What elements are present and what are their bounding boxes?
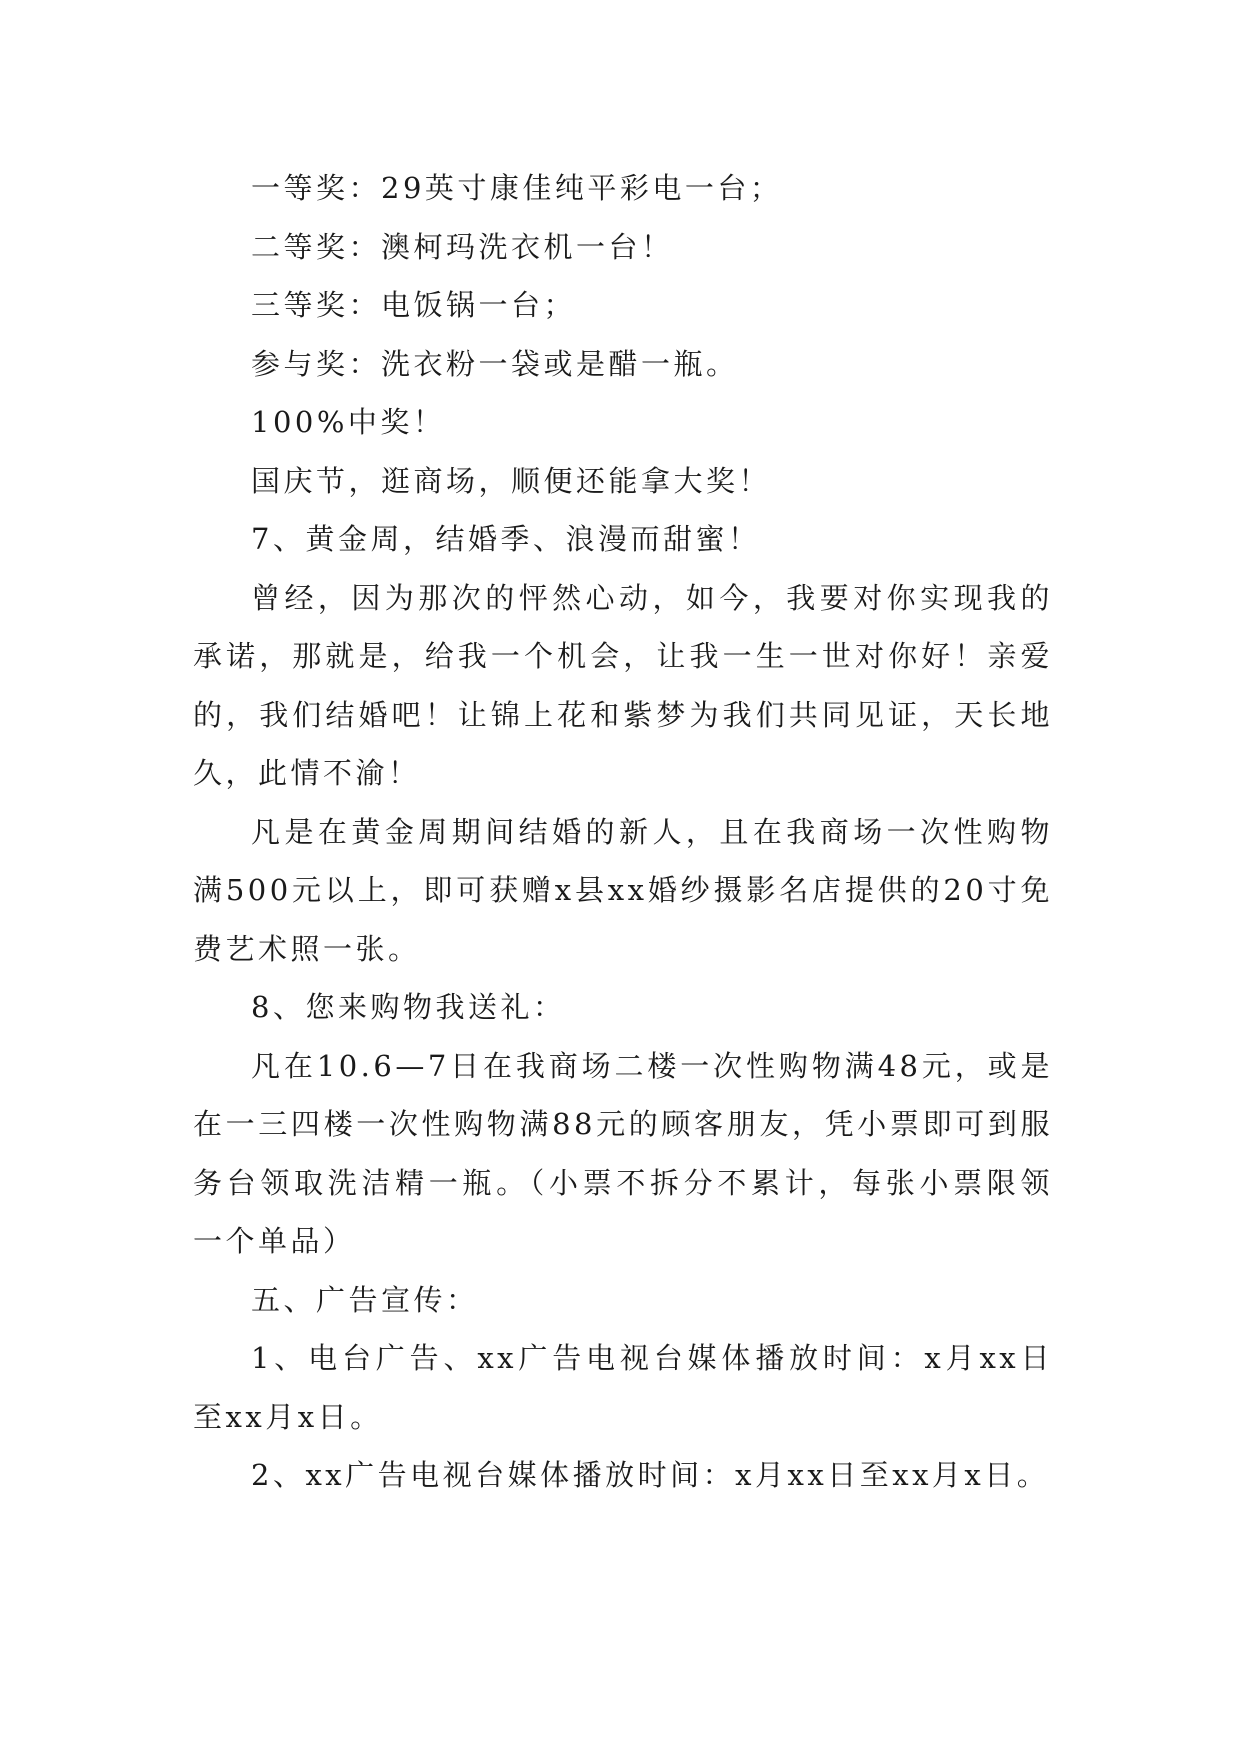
document-body	[193, 159, 1053, 1505]
paragraph-wedding-promise: 曾经，因为那次的怦然心动，如今，我要对你实现我的承诺，那就是，给我一个机会，让我一生一世对你好！亲爱的，我们结婚吧！让锦上花和紫梦为我们共同见证，天长地久，此情不渝！	[193, 580, 1053, 790]
paragraph-second-prize: 二等奖：澳柯玛洗衣机一台！	[251, 229, 674, 264]
paragraph-radio-ads: 1、电台广告、xx广告电视台媒体播放时间：x月xx日至xx月x日。	[193, 1341, 1053, 1434]
paragraph-tv-ads: 2、xx广告电视台媒体播放时间：x月xx日至xx月x日。	[251, 1458, 1050, 1492]
paragraph-third-prize: 三等奖：电饭锅一台；	[251, 288, 577, 322]
paragraph-first-prize: 一等奖：29英寸康佳纯平彩电一台；	[251, 171, 783, 205]
paragraph-participation-prize: 参与奖：洗衣粉一袋或是醋一瓶。	[251, 346, 739, 381]
paragraph-guaranteed-win: 100%中奖！	[251, 405, 446, 439]
section-heading-7: 7、黄金周，结婚季、浪漫而甜蜜！	[251, 522, 761, 556]
section-heading-8: 8、您来购物我送礼：	[251, 990, 566, 1024]
paragraph-wedding-offer: 凡是在黄金周期间结婚的新人，且在我商场一次性购物满500元以上，即可获赠x县xx婚纱摄影名店提供的20寸免费艺术照一张。	[193, 814, 1053, 966]
section-heading-advertising: 五、广告宣传：	[251, 1282, 479, 1317]
paragraph-gift-offer: 凡在10.6—7日在我商场二楼一次性购物满48元，或是在一三四楼一次性购物满88元的顾客朋友，凭小票即可到服务台领取洗洁精一瓶。（小票不拆分不累计，每张小票限领一个单品）	[193, 1048, 1053, 1258]
paragraph-national-day: 国庆节，逛商场，顺便还能拿大奖！	[251, 463, 772, 498]
